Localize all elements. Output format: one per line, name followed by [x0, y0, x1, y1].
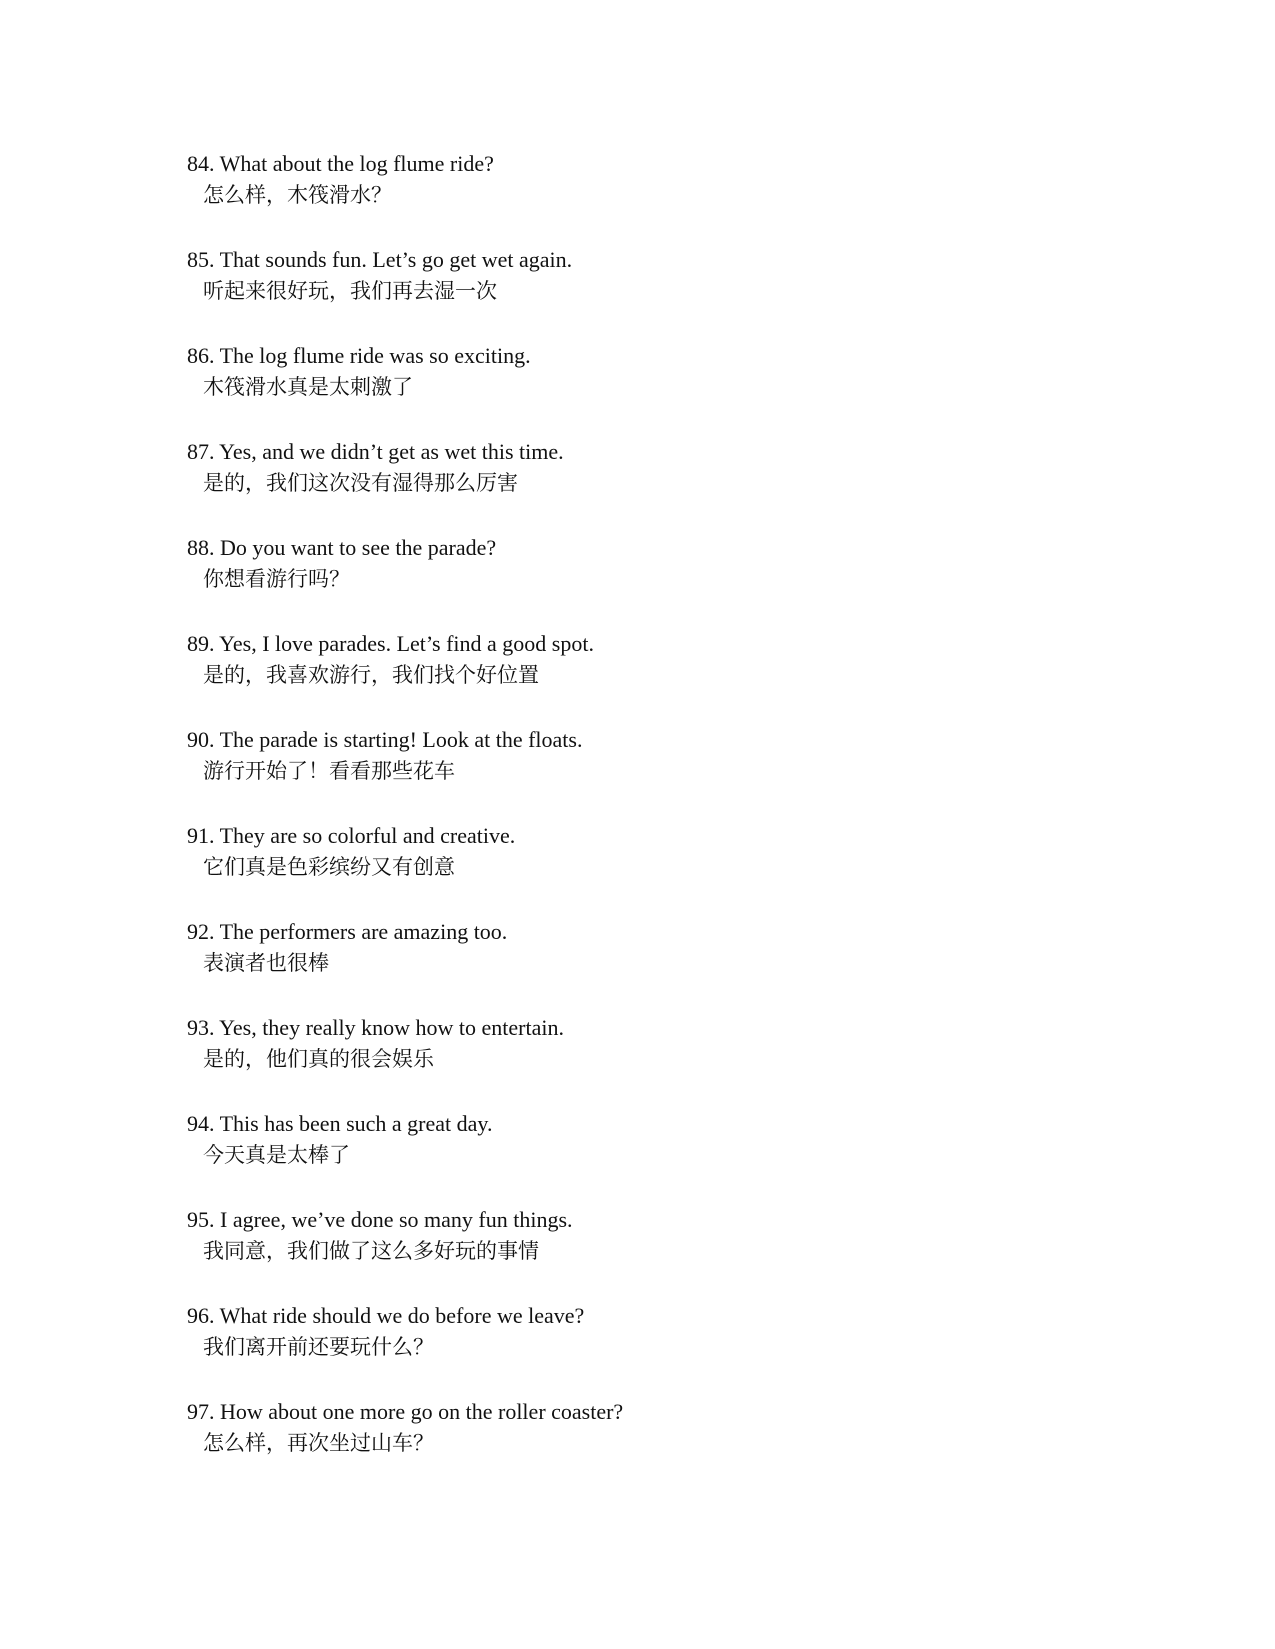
- english-sentence: 88. Do you want to see the parade?: [187, 535, 497, 560]
- chinese-translation: 表演者也很棒: [203, 951, 329, 975]
- chinese-translation: 游行开始了！看看那些花车: [203, 759, 455, 783]
- english-sentence: 84. What about the log flume ride?: [187, 151, 494, 176]
- phrase-entry: [187, 1013, 1087, 1109]
- phrase-entry: [187, 149, 1087, 245]
- phrase-entry: [187, 1205, 1087, 1301]
- phrase-entry: [187, 1301, 1087, 1397]
- chinese-translation: 怎么样，再次坐过山车？: [203, 1431, 434, 1455]
- english-sentence: 85. That sounds fun. Let’s go get wet again.: [187, 247, 573, 272]
- phrase-entry: [187, 245, 1087, 341]
- chinese-translation: 今天真是太棒了: [203, 1143, 350, 1167]
- phrase-entry: [187, 629, 1087, 725]
- phrase-entry: [187, 437, 1087, 533]
- phrase-list: [187, 149, 1087, 1493]
- chinese-translation: 听起来很好玩，我们再去湿一次: [203, 279, 497, 303]
- chinese-translation: 你想看游行吗？: [203, 567, 350, 591]
- phrase-entry: [187, 821, 1087, 917]
- english-sentence: 97. How about one more go on the roller coaster?: [187, 1399, 624, 1424]
- phrase-entry: [187, 341, 1087, 437]
- phrase-entry: [187, 917, 1087, 1013]
- phrase-entry: [187, 1397, 1087, 1493]
- phrase-entry: [187, 1109, 1087, 1205]
- chinese-translation: 怎么样，木筏滑水？: [203, 183, 392, 207]
- english-sentence: 96. What ride should we do before we leave?: [187, 1303, 585, 1328]
- chinese-translation: 是的，他们真的很会娱乐: [203, 1047, 434, 1071]
- chinese-translation: 它们真是色彩缤纷又有创意: [203, 855, 455, 879]
- chinese-translation: 木筏滑水真是太刺激了: [203, 375, 413, 399]
- english-sentence: 94. This has been such a great day.: [187, 1111, 493, 1136]
- chinese-translation: 是的，我喜欢游行，我们找个好位置: [203, 663, 539, 687]
- phrase-entry: [187, 725, 1087, 821]
- english-sentence: 90. The parade is starting! Look at the floats.: [187, 727, 583, 752]
- english-sentence: 86. The log flume ride was so exciting.: [187, 343, 531, 368]
- phrase-entry: [187, 533, 1087, 629]
- chinese-translation: 我们离开前还要玩什么？: [203, 1335, 434, 1359]
- english-sentence: 91. They are so colorful and creative.: [187, 823, 516, 848]
- chinese-translation: 我同意，我们做了这么多好玩的事情: [203, 1239, 539, 1263]
- english-sentence: 92. The performers are amazing too.: [187, 919, 508, 944]
- english-sentence: 93. Yes, they really know how to entertain.: [187, 1015, 564, 1040]
- english-sentence: 95. I agree, we’ve done so many fun things.: [187, 1207, 573, 1232]
- english-sentence: 87. Yes, and we didn’t get as wet this time.: [187, 439, 564, 464]
- chinese-translation: 是的，我们这次没有湿得那么厉害: [203, 471, 518, 495]
- english-sentence: 89. Yes, I love parades. Let’s find a good spot.: [187, 631, 594, 656]
